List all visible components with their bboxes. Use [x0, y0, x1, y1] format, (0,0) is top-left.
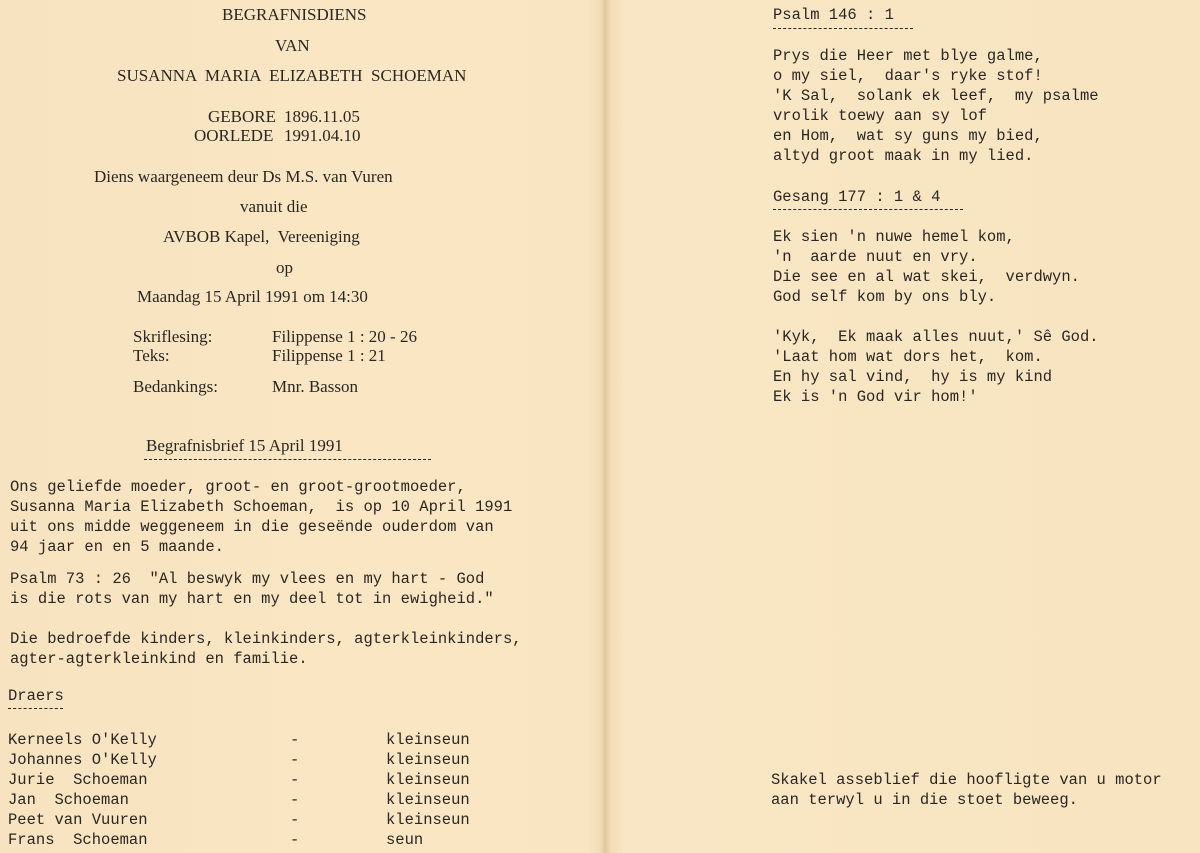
- bearers-heading: Draers: [8, 687, 64, 705]
- bearer-relation: kleinseun: [386, 751, 470, 769]
- hymn-line: 'n aarde nuut en vry.: [773, 248, 978, 266]
- hymn-line: Ek sien 'n nuwe hemel kom,: [773, 228, 1015, 246]
- page-fold: [600, 0, 610, 853]
- hymn-line: Die see en al wat skei, verdwyn.: [773, 268, 1080, 286]
- letter-line: 94 jaar en en 5 maande.: [10, 538, 224, 556]
- psalm146-heading: Psalm 146 : 1: [773, 6, 894, 24]
- born-date: 1896.11.05: [284, 107, 360, 126]
- quote-line: Psalm 73 : 26 "Al beswyk my vlees en my hart - God: [10, 570, 485, 588]
- psalm146-verse: [773, 46, 1099, 166]
- gesang177-verse2: [773, 327, 1099, 407]
- service-venue: AVBOB Kapel, Vereeniging: [163, 227, 360, 246]
- text-value: Filippense 1 : 21: [272, 346, 386, 365]
- hymn-line: God self kom by ons bly.: [773, 288, 997, 306]
- gesang177-verse1: [773, 227, 1080, 307]
- bearer-name: Kerneels O'Kelly: [8, 731, 157, 749]
- service-on: op: [276, 258, 293, 277]
- bearer-row: [8, 730, 488, 750]
- bearer-dash: -: [290, 831, 300, 849]
- scripture-label: Skriflesing:: [133, 327, 213, 346]
- notice-line: Skakel asseblief die hoofligte van u motor: [771, 771, 1162, 789]
- bearers-heading-underline: [8, 708, 63, 709]
- hymn-line: altyd groot maak in my lied.: [773, 147, 1034, 165]
- bearer-dash: -: [290, 731, 300, 749]
- headlights-notice: [771, 770, 1162, 810]
- bearer-name: Frans Schoeman: [8, 831, 148, 849]
- born-label: GEBORE: [208, 107, 276, 126]
- died-label: OORLEDE: [194, 126, 274, 145]
- bearer-row: [8, 790, 488, 810]
- family-mourners: [10, 629, 522, 669]
- service-from: vanuit die: [240, 197, 308, 216]
- scripture-value: Filippense 1 : 20 - 26: [272, 327, 417, 346]
- psalm-quote: [10, 569, 494, 609]
- hymn-line: Prys die Heer met blye galme,: [773, 47, 1043, 65]
- bearers-list: [8, 730, 488, 850]
- bearer-row: [8, 810, 488, 830]
- hymn-line: 'K Sal, solank ek leef, my psalme: [773, 87, 1099, 105]
- bearer-relation: kleinseun: [386, 811, 470, 829]
- died-date: 1991.04.10: [284, 126, 361, 145]
- bearer-name: Jan Schoeman: [8, 791, 129, 809]
- bearer-relation: kleinseun: [386, 731, 470, 749]
- van-label: VAN: [275, 36, 310, 55]
- text-label: Teks:: [133, 346, 170, 365]
- service-datetime: Maandag 15 April 1991 om 14:30: [137, 287, 368, 306]
- bearer-row: [8, 750, 488, 770]
- quote-line: is die rots van my hart en my deel tot in ewigheid.": [10, 590, 494, 608]
- bearer-name: Jurie Schoeman: [8, 771, 148, 789]
- gesang177-heading: Gesang 177 : 1 & 4: [773, 188, 941, 206]
- bearer-row: [8, 770, 488, 790]
- letter-heading-underline: [144, 459, 431, 460]
- letter-heading: Begrafnisbrief 15 April 1991: [146, 436, 343, 455]
- thanks-label: Bedankings:: [133, 377, 218, 396]
- bearer-row: [8, 830, 488, 850]
- hymn-line: vrolik toewy aan sy lof: [773, 107, 987, 125]
- letter-line: Susanna Maria Elizabeth Schoeman, is op 10 April 1991: [10, 498, 513, 516]
- family-line: Die bedroefde kinders, kleinkinders, agterkleinkinders,: [10, 630, 522, 648]
- service-officiant: Diens waargeneem deur Ds M.S. van Vuren: [94, 167, 393, 186]
- notice-line: aan terwyl u in die stoet beweeg.: [771, 791, 1078, 809]
- program-title: BEGRAFNISDIENS: [222, 5, 367, 24]
- hymn-line: 'Laat hom wat dors het, kom.: [773, 348, 1043, 366]
- hymn-line: o my siel, daar's ryke stof!: [773, 67, 1043, 85]
- hymn-line: En hy sal vind, hy is my kind: [773, 368, 1053, 386]
- bearer-dash: -: [290, 791, 300, 809]
- hymn-line: en Hom, wat sy guns my bied,: [773, 127, 1043, 145]
- deceased-name: SUSANNA MARIA ELIZABETH SCHOEMAN: [117, 66, 467, 85]
- letter-line: uit ons midde weggeneem in die geseënde ouderdom van: [10, 518, 494, 536]
- hymn-line: Ek is 'n God vir hom!': [773, 388, 978, 406]
- bearer-relation: kleinseun: [386, 771, 470, 789]
- letter-paragraph: [10, 477, 512, 557]
- thanks-value: Mnr. Basson: [272, 377, 358, 396]
- psalm146-underline: [773, 28, 913, 29]
- bearer-dash: -: [290, 771, 300, 789]
- bearer-relation: seun: [386, 831, 424, 849]
- gesang177-underline: [773, 209, 963, 210]
- bearer-dash: -: [290, 751, 300, 769]
- family-line: agter-agterkleinkind en familie.: [10, 650, 308, 668]
- bearer-name: Johannes O'Kelly: [8, 751, 157, 769]
- bearer-dash: -: [290, 811, 300, 829]
- bearer-relation: kleinseun: [386, 791, 470, 809]
- letter-line: Ons geliefde moeder, groot- en groot-grootmoeder,: [10, 478, 466, 496]
- bearer-name: Peet van Vuuren: [8, 811, 148, 829]
- hymn-line: 'Kyk, Ek maak alles nuut,' Sê God.: [773, 328, 1099, 346]
